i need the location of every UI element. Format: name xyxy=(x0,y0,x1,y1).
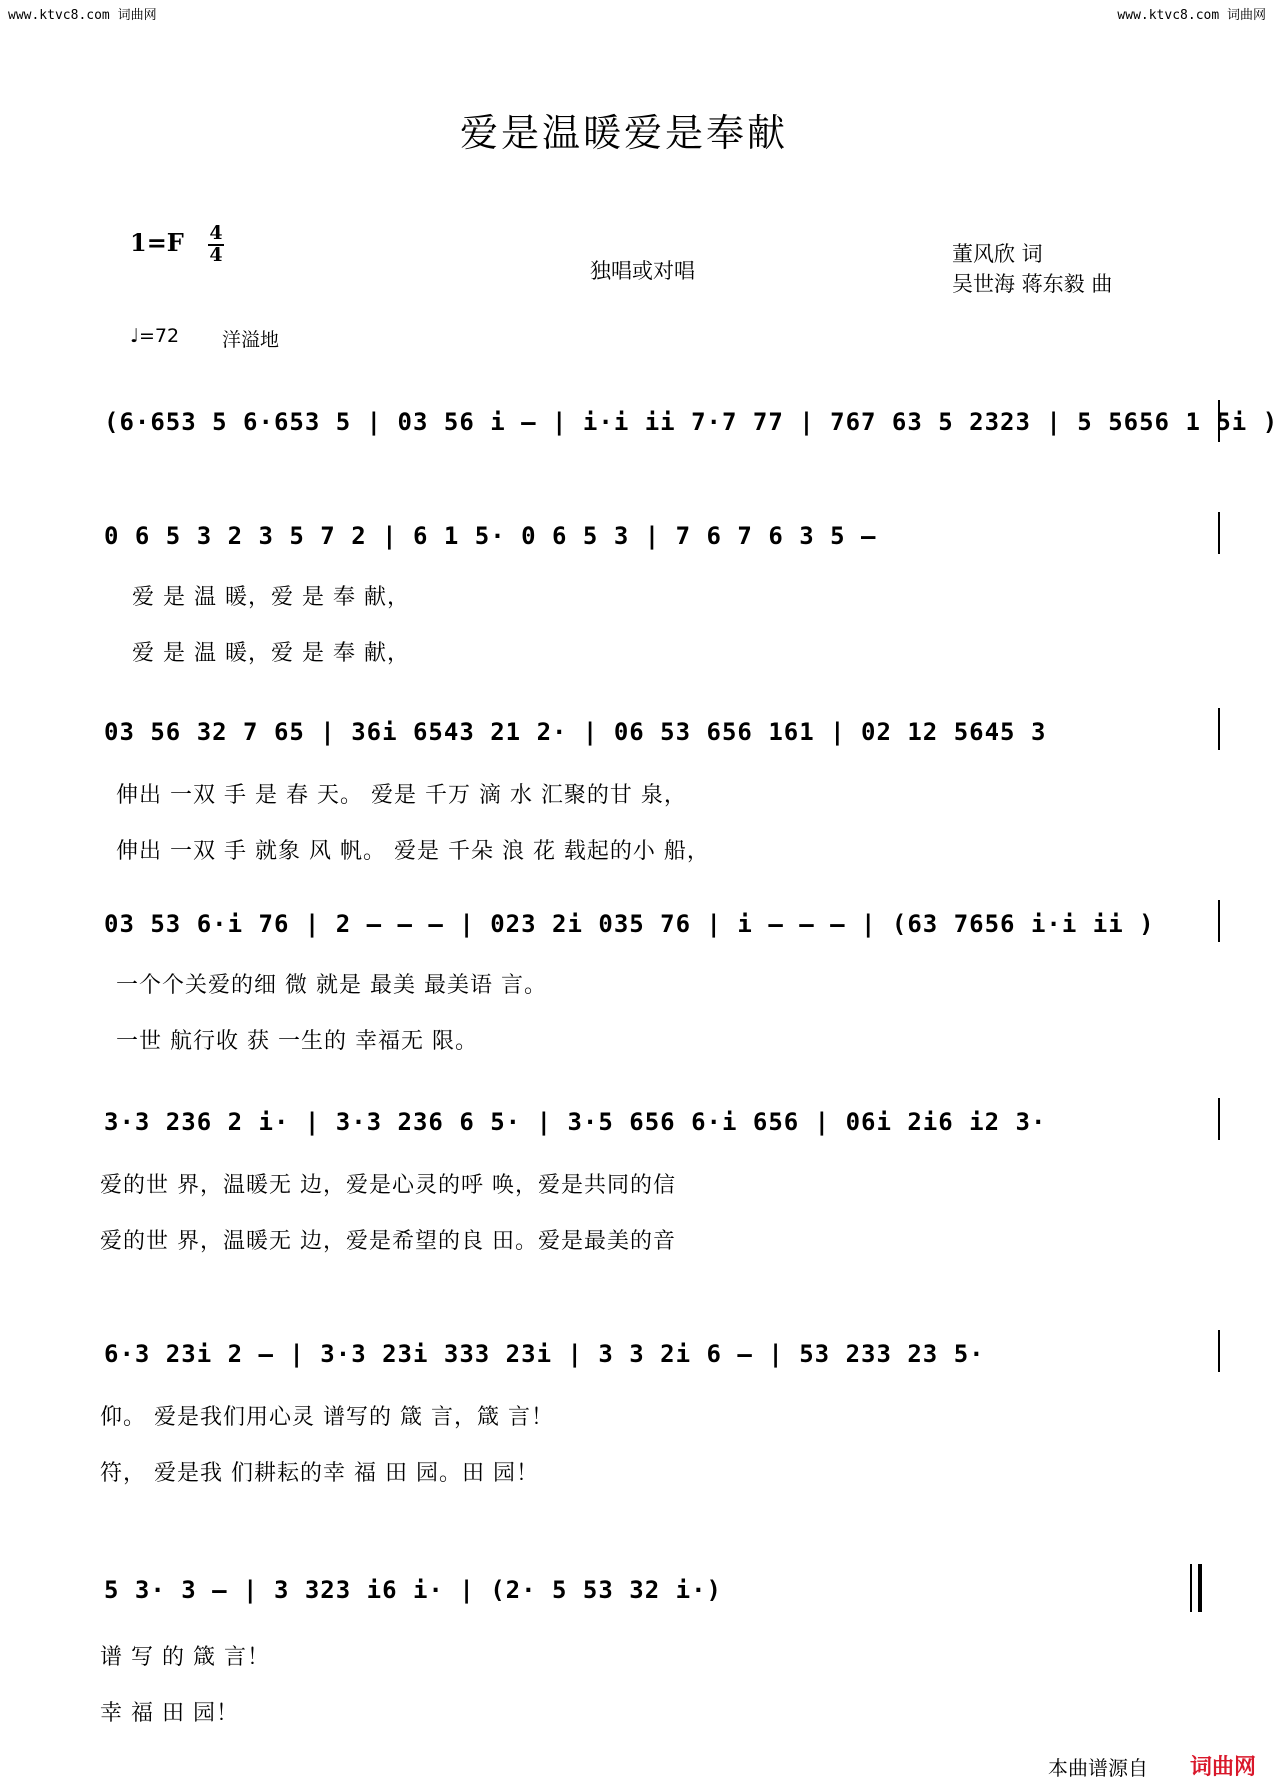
watermark-right: www.ktvc8.com 词曲网 xyxy=(1117,8,1266,23)
notation-system-4: 03 53 6·i 76 | 2 – – – | 023 2i 035 76 | i – – – | (63 7656 i·i ii ) xyxy=(104,910,1155,938)
lyric-line-3a: 伸出 一双 手 是 春 天。 爱是 千万 滴 水 汇聚的甘 泉， xyxy=(116,783,687,808)
barline xyxy=(1218,400,1220,442)
notation-system-1: (6·653 5 6·653 5 | 03 56 i – | i·i ii 7·7 77 | 767 63 5 2323 | 5 5656 1 5i ) xyxy=(104,408,1278,436)
notation-system-2: 0 6 5 3 2 3 5 7 2 | 6 1 5· 0 6 5 3 | 7 6 7 6 3 5 – xyxy=(104,522,877,550)
notation-system-7: 5 3· 3 – | 3 323 i6 i· | (2· 5 53 32 i·) xyxy=(104,1576,722,1604)
key-signature: 1=F xyxy=(130,228,184,257)
lyric-line-4a: 一个个关爱的细 微 就是 最美 最美语 言。 xyxy=(116,973,547,998)
notation-system-6: 6·3 23i 2 – | 3·3 23i 333 23i | 3 3 2i 6 – | 53 233 23 5· xyxy=(104,1340,985,1368)
lyric-line-3b: 伸出 一双 手 就象 风 帆。 爱是 千朵 浪 花 载起的小 船， xyxy=(116,839,710,864)
lyric-line-5a: 爱的世 界，温暖无 边，爱是心灵的呼 唤，爱是共同的信 xyxy=(100,1173,676,1198)
tempo-marking: ♩=72 xyxy=(130,325,180,347)
lyric-line-7b: 幸 福 田 园！ xyxy=(100,1701,239,1726)
lyricist-credit: 董风欣 词 xyxy=(952,242,1043,266)
song-title: 爱是温暖爱是奉献 xyxy=(460,111,789,155)
watermark-left: www.ktvc8.com 词曲网 xyxy=(8,8,157,23)
lyric-line-5b: 爱的世 界，温暖无 边，爱是希望的良 田。爱是最美的音 xyxy=(100,1229,676,1254)
final-barline-thick xyxy=(1198,1564,1202,1612)
barline xyxy=(1218,900,1220,942)
lyric-line-4b: 一世 航行收 获 一生的 幸福无 限。 xyxy=(116,1029,478,1054)
footer-site-link[interactable]: 词曲网 xyxy=(1190,1755,1257,1780)
composer-credit: 吴世海 蒋东毅 曲 xyxy=(952,272,1113,296)
time-signature xyxy=(208,224,224,265)
time-bottom: 4 xyxy=(209,244,223,266)
notation-system-3: 03 56 32 7 65 | 36i 6543 21 2· | 06 53 656 161 | 02 12 5645 3 xyxy=(104,718,1047,746)
lyric-line-7a: 谱 写 的 箴 言！ xyxy=(100,1645,270,1670)
final-barline-thin xyxy=(1190,1564,1192,1612)
lyric-line-2a: 爱 是 温 暖，爱 是 奉 献， xyxy=(132,585,410,610)
footer-source: 本曲谱源自 xyxy=(1048,1756,1148,1780)
lyric-line-6b: 符， 爱是我 们耕耘的幸 福 田 园。田 园！ xyxy=(100,1461,539,1486)
lyric-line-6a: 仰。 爱是我们用心灵 谱写的 箴 言，箴 言！ xyxy=(100,1405,554,1430)
barline xyxy=(1218,1330,1220,1372)
barline xyxy=(1218,512,1220,554)
barline xyxy=(1218,708,1220,750)
lyric-line-2b: 爱 是 温 暖，爱 是 奉 献， xyxy=(132,641,410,666)
expression-marking: 洋溢地 xyxy=(222,329,280,351)
notation-system-5: 3·3 236 2 i· | 3·3 236 6 5· | 3·5 656 6·i 656 | 06i 2i6 i2 3· xyxy=(104,1108,1047,1136)
barline xyxy=(1218,1098,1220,1140)
time-top: 4 xyxy=(209,222,223,244)
performance-note: 独唱或对唱 xyxy=(590,259,695,283)
